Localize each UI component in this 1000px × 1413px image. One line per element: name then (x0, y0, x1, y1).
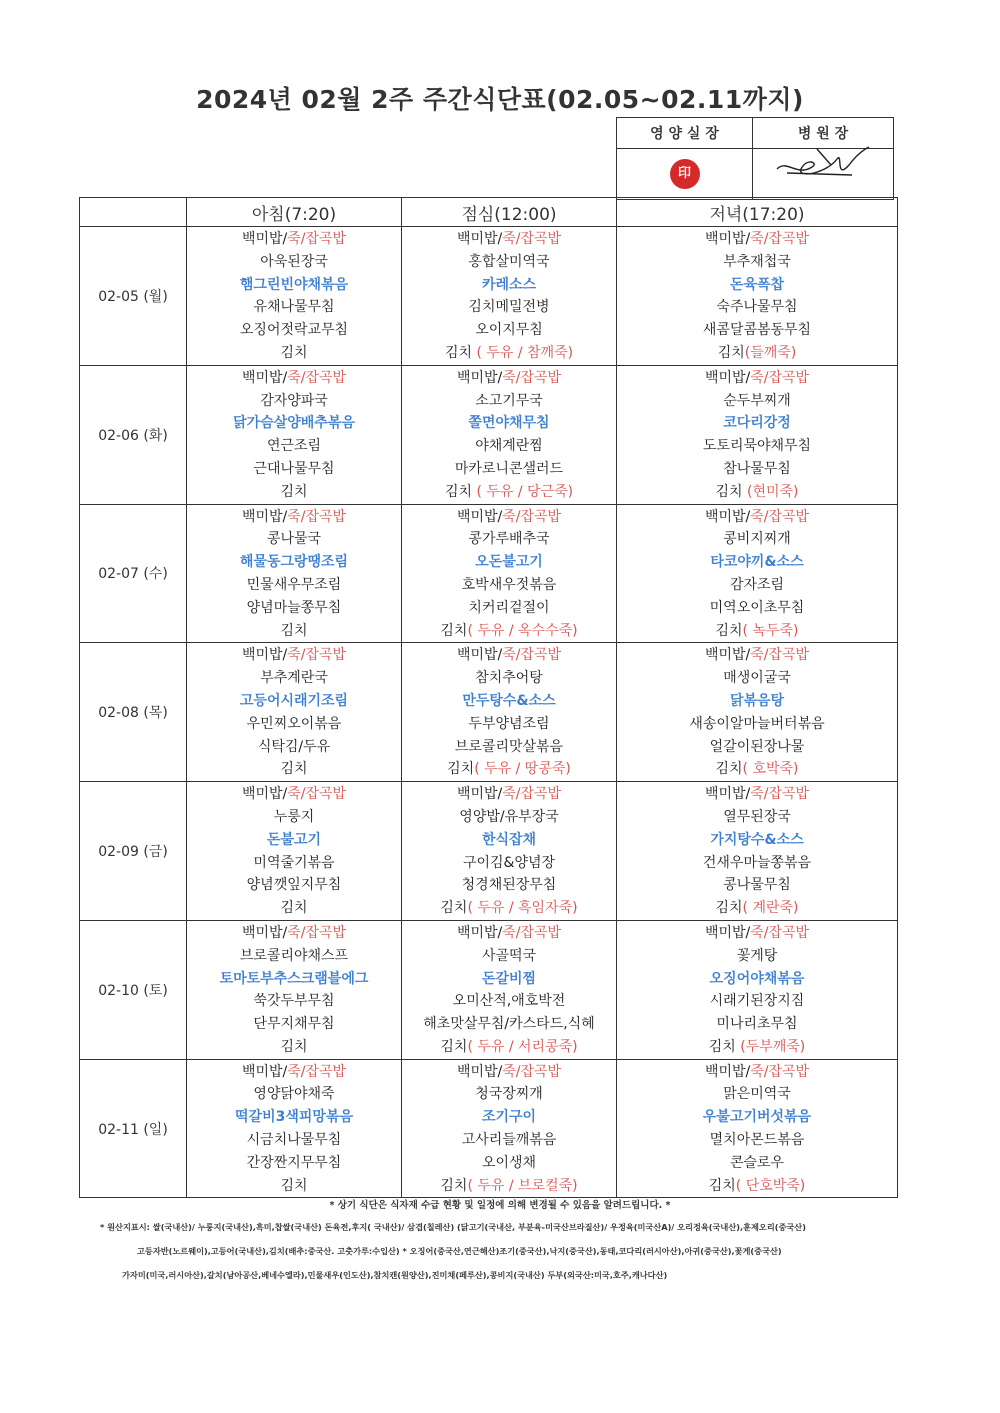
day-row (80, 782, 898, 921)
soup-item: 맑은미역국 (723, 1086, 791, 1103)
main-dish: 코다리강정 (723, 415, 791, 432)
dinner-cell (617, 504, 898, 643)
side-dish: 식탁김/두유 (257, 738, 331, 755)
side-dish: 민물새우무조림 (246, 576, 342, 593)
change-notice: * 상기 식단은 식자재 수급 현황 및 일정에 의해 변경될 수 있음을 알려드립니다. * (329, 1200, 671, 1211)
side-dish: 새콤달콤봄동무침 (702, 322, 812, 339)
main-dish: 떡갈비3색피망볶음 (235, 1109, 353, 1126)
main-dish: 오돈불고기 (475, 554, 543, 571)
porridge-option: 죽/ (287, 924, 306, 941)
kimchi: 김치 (280, 1038, 308, 1055)
white-rice: 백미밥/ (456, 508, 503, 525)
rice-line (187, 367, 401, 390)
approval-director-sign (753, 149, 894, 200)
side-dish: 오미산적,애호박전 (452, 993, 566, 1010)
soup-item: 사골떡국 (481, 947, 537, 964)
kimchi: 김치 (280, 900, 308, 917)
rice-line (617, 1061, 897, 1084)
page-title: 2024년 02월 2주 주간식단표(02.05~02.11까지) (196, 85, 804, 114)
kimchi-line (187, 481, 401, 504)
soup-item: 꽃게탕 (736, 947, 778, 964)
side-dish: 두부양념조림 (468, 715, 550, 732)
grain-rice-option: 잡곡밥 (520, 786, 562, 803)
rice-line (402, 644, 616, 667)
white-rice: 백미밥/ (704, 1063, 751, 1080)
side-dish: 우민찌오이볶음 (246, 715, 342, 732)
side-dish: 콩나물무침 (723, 877, 791, 894)
soup-item: 아욱된장국 (260, 253, 328, 270)
origin-line-3: 가자미(미국,러시아산),갈치(남아공산,베네수엘라),민물새우(인도산),참치캔(원양산),진미채(페루산),콩비지(국내산) 두부(외국산:미국,호주,캐나다산) (122, 1270, 668, 1280)
origin-line-2: 고등자반(노르웨이),고등어(국내산),김치(배추:중국산. 고춧가루:수입산) * 오징어(중국산,연근해산)조기(중국산),낙지(중국산),동태,코다리(러시아산),아귀(중국산),꽃게(중국산) (137, 1246, 782, 1256)
rice-line (617, 367, 897, 390)
kimchi-line (187, 1175, 401, 1198)
day-date: 02-09 (금) (80, 782, 187, 921)
day-row (80, 643, 898, 782)
side-dish: 오징어젓락교무침 (239, 322, 349, 339)
rice-line (187, 922, 401, 945)
porridge-option: 죽/ (502, 924, 521, 941)
grain-rice-option: 잡곡밥 (520, 924, 562, 941)
day-date: 02-07 (수) (80, 504, 187, 643)
side-dish: 간장짠지무무침 (246, 1154, 342, 1171)
porridge-option: 죽/ (750, 1063, 769, 1080)
day-row (80, 365, 898, 504)
main-dish: 토마토부추스크램블에그 (219, 970, 369, 987)
grain-rice-option: 잡곡밥 (768, 786, 810, 803)
kimchi-line (187, 897, 401, 920)
white-rice: 백미밥/ (456, 1063, 503, 1080)
kimchi: 김치 (440, 1038, 468, 1055)
kimchi-line (617, 1036, 897, 1059)
white-rice: 백미밥/ (456, 231, 503, 247)
rice-line (187, 644, 401, 667)
soup-item: 콩비지찌개 (723, 531, 791, 548)
day-date: 02-08 (목) (80, 643, 187, 782)
porridge-option: 죽/ (502, 786, 521, 803)
porridge-option: 죽/ (750, 647, 769, 664)
porridge-option: 죽/ (502, 1063, 521, 1080)
rice-line (617, 506, 897, 529)
rice-line (402, 506, 616, 529)
side-dish: 얼갈이된장나물 (709, 738, 805, 755)
main-dish: 조기구이 (481, 1109, 537, 1126)
soup-item: 누룽지 (273, 808, 315, 825)
side-dish: 미역줄기볶음 (253, 854, 335, 871)
rice-line (402, 228, 616, 251)
breakfast-cell (187, 504, 402, 643)
kimchi: 김치 (715, 900, 743, 917)
kimchi-line (402, 1175, 616, 1198)
rice-line (402, 1061, 616, 1084)
grain-rice-option: 잡곡밥 (305, 231, 347, 247)
white-rice: 백미밥/ (456, 647, 503, 664)
white-rice: 백미밥/ (456, 786, 503, 803)
menu-header-row (80, 198, 898, 227)
grain-rice-option: 잡곡밥 (305, 369, 347, 386)
rice-line (187, 1061, 401, 1084)
side-dish: 김치메밀전병 (468, 299, 550, 316)
soup-item: 홍합살미역국 (468, 253, 550, 270)
dinner-cell (617, 920, 898, 1059)
porridge-option: 죽/ (287, 1063, 306, 1080)
day-date: 02-11 (일) (80, 1059, 187, 1198)
side-dish: 유채나물무침 (253, 299, 335, 316)
lunch-cell (402, 365, 617, 504)
side-dish: 브로콜리맛살볶음 (454, 738, 564, 755)
side-dish: 참나물무침 (723, 460, 791, 477)
side-dish: 시금치나물무침 (246, 1132, 342, 1149)
side-dish: 호박새우젓볶음 (461, 576, 557, 593)
main-dish: 오징어야채볶음 (709, 970, 805, 987)
kimchi: 김치 (280, 761, 308, 778)
kimchi-line (617, 897, 897, 920)
side-dish: 치커리겉절이 (468, 599, 550, 616)
grain-rice-option: 잡곡밥 (520, 1063, 562, 1080)
breakfast-cell (187, 1059, 402, 1198)
extra-porridge: (현미죽) (742, 483, 799, 500)
grain-rice-option: 잡곡밥 (305, 508, 347, 525)
lunch-cell (402, 1059, 617, 1198)
main-dish: 가지탕수&소스 (710, 831, 804, 848)
white-rice: 백미밥/ (704, 647, 751, 664)
main-dish: 돈불고기 (266, 831, 322, 848)
kimchi: 김치 (440, 622, 468, 639)
dinner-cell (617, 1059, 898, 1198)
rice-line (617, 228, 897, 251)
kimchi: 김치 (708, 1177, 736, 1194)
kimchi-line (617, 620, 897, 643)
kimchi-line (402, 620, 616, 643)
lunch-cell (402, 782, 617, 921)
white-rice: 백미밥/ (241, 924, 288, 941)
main-dish: 돈육폭찹 (729, 276, 785, 293)
lunch-cell (402, 504, 617, 643)
grain-rice-option: 잡곡밥 (768, 231, 810, 247)
white-rice: 백미밥/ (704, 924, 751, 941)
kimchi: 김치 (440, 1177, 468, 1194)
side-dish: 야채계란찜 (475, 438, 543, 455)
porridge-option: 죽/ (287, 369, 306, 386)
kimchi: 김치 (717, 344, 745, 361)
day-date: 02-10 (토) (80, 920, 187, 1059)
lunch-cell (402, 643, 617, 782)
white-rice: 백미밥/ (241, 231, 288, 247)
white-rice: 백미밥/ (456, 924, 503, 941)
porridge-option: 죽/ (287, 231, 306, 247)
main-dish: 해물동그랑땡조림 (239, 554, 349, 571)
grain-rice-option: 잡곡밥 (520, 231, 562, 247)
dinner-cell (617, 782, 898, 921)
kimchi: 김치 (280, 483, 308, 500)
kimchi: 김치 (280, 1177, 308, 1194)
grain-rice-option: 잡곡밥 (768, 1063, 810, 1080)
grain-rice-option: 잡곡밥 (520, 647, 562, 664)
approval-box (616, 117, 894, 200)
side-dish: 콘슬로우 (729, 1154, 785, 1171)
soup-item: 영양닭야채죽 (253, 1086, 335, 1103)
approval-nutrition-head: 영 양 실 장 (617, 118, 753, 149)
soup-item: 참치추어탕 (475, 670, 543, 687)
side-dish: 미역오이초무침 (709, 599, 805, 616)
main-dish: 한식잡채 (481, 831, 537, 848)
extra-porridge: ( 두유 / 참깨죽) (472, 344, 574, 361)
rice-line (402, 367, 616, 390)
main-dish: 닭볶음탕 (729, 692, 785, 709)
extra-porridge: ( 계란죽) (742, 900, 799, 917)
kimchi-line (617, 758, 897, 781)
porridge-option: 죽/ (502, 508, 521, 525)
grain-rice-option: 잡곡밥 (768, 647, 810, 664)
soup-item: 소고기무국 (475, 392, 543, 409)
rice-line (617, 783, 897, 806)
side-dish: 도토리묵야채무침 (702, 438, 812, 455)
porridge-option: 죽/ (750, 369, 769, 386)
extra-porridge: ( 두유 / 땅콩죽) (474, 761, 571, 778)
main-dish: 닭가슴살양배추볶음 (233, 415, 355, 432)
extra-porridge: ( 두유 / 옥수수죽) (467, 622, 578, 639)
porridge-option: 죽/ (502, 647, 521, 664)
side-dish: 건새우마늘쫑볶음 (702, 854, 812, 871)
grain-rice-option: 잡곡밥 (768, 508, 810, 525)
extra-porridge: ( 호박죽) (742, 761, 799, 778)
breakfast-cell (187, 365, 402, 504)
day-row (80, 227, 898, 366)
dinner-cell (617, 227, 898, 366)
kimchi-line (187, 1036, 401, 1059)
main-dish: 고등어시래기조림 (239, 692, 349, 709)
kimchi: 김치 (280, 344, 308, 361)
porridge-option: 죽/ (502, 231, 521, 247)
origin-line-1: * 원산지표시: 쌀(국내산)/ 누룽지(국내산),흑미,찹쌀(국내산) 돈육전,후지( 국내산)/ 삼겹(칠레산) (닭고기(국내산, 부분육-미국산브라질산)/ 우정육(미국산A)/ 오리정육(국내산),훈제오리(중국산) (100, 1222, 806, 1232)
porridge-option: 죽/ (750, 786, 769, 803)
porridge-option: 죽/ (750, 924, 769, 941)
kimchi-line (617, 481, 897, 504)
side-dish: 쑥갓두부무침 (253, 993, 335, 1010)
kimchi: 김치 (708, 1038, 736, 1055)
side-dish: 해초맛살무침/카스타드,식혜 (423, 1016, 595, 1033)
porridge-option: 죽/ (502, 369, 521, 386)
soup-item: 콩가루배추국 (468, 531, 550, 548)
day-date: 02-05 (월) (80, 227, 187, 366)
kimchi: 김치 (447, 761, 475, 778)
soup-item: 열무된장국 (723, 808, 791, 825)
side-dish: 숙주나물무침 (716, 299, 798, 316)
kimchi: 김치 (715, 483, 743, 500)
grain-rice-option: 잡곡밥 (768, 924, 810, 941)
day-row (80, 504, 898, 643)
lunch-header: 점심(12:00) (402, 198, 617, 227)
kimchi-line (402, 1036, 616, 1059)
date-header (80, 198, 187, 227)
soup-item: 브로콜리야채스프 (239, 947, 349, 964)
kimchi-line (187, 342, 401, 365)
extra-porridge: ( 단호박죽) (735, 1177, 806, 1194)
lunch-cell (402, 227, 617, 366)
soup-item: 콩나물국 (266, 531, 322, 548)
side-dish: 오이지무침 (475, 322, 543, 339)
extra-porridge: (들깨죽) (744, 344, 797, 361)
kimchi: 김치 (440, 900, 468, 917)
kimchi: 김치 (444, 344, 472, 361)
side-dish: 고사리들깨볶음 (461, 1132, 557, 1149)
side-dish: 미나리초무침 (716, 1016, 798, 1033)
kimchi: 김치 (280, 622, 308, 639)
main-dish: 만두탕수&소스 (462, 692, 556, 709)
porridge-option: 죽/ (287, 508, 306, 525)
white-rice: 백미밥/ (704, 231, 751, 247)
side-dish: 감자조림 (729, 576, 785, 593)
grain-rice-option: 잡곡밥 (305, 1063, 347, 1080)
approval-nutrition-sign (617, 149, 753, 200)
side-dish: 양념깻잎지무침 (246, 877, 342, 894)
rice-line (187, 506, 401, 529)
side-dish: 오이생채 (481, 1154, 537, 1171)
dinner-cell (617, 643, 898, 782)
kimchi-line (187, 620, 401, 643)
white-rice: 백미밥/ (241, 508, 288, 525)
dinner-header: 저녁(17:20) (617, 198, 898, 227)
white-rice: 백미밥/ (241, 369, 288, 386)
porridge-option: 죽/ (287, 647, 306, 664)
rice-line (617, 644, 897, 667)
breakfast-header: 아침(7:20) (187, 198, 402, 227)
main-dish: 햄그린빈야채볶음 (239, 276, 349, 293)
day-row (80, 920, 898, 1059)
side-dish: 마카로니콘샐러드 (454, 460, 564, 477)
extra-porridge: ( 두유 / 흑임자죽) (467, 900, 578, 917)
main-dish: 우불고기버섯볶음 (702, 1109, 812, 1126)
kimchi-line (617, 342, 897, 365)
main-dish: 쫄면야채무침 (468, 415, 550, 432)
kimchi: 김치 (715, 622, 743, 639)
side-dish: 새송이알마늘버터볶음 (689, 715, 825, 732)
kimchi: 김치 (715, 761, 743, 778)
soup-item: 청국장찌개 (475, 1086, 543, 1103)
kimchi-line (402, 897, 616, 920)
rice-line (402, 783, 616, 806)
side-dish: 시래기된장지짐 (709, 993, 805, 1010)
dinner-cell (617, 365, 898, 504)
white-rice: 백미밥/ (241, 1063, 288, 1080)
grain-rice-option: 잡곡밥 (520, 369, 562, 386)
seal-stamp-icon: 印 (670, 159, 700, 189)
soup-item: 감자양파국 (260, 392, 328, 409)
main-dish: 돈갈비찜 (481, 970, 537, 987)
approval-director-head: 병 원 장 (753, 118, 894, 149)
porridge-option: 죽/ (750, 508, 769, 525)
side-dish: 양념마늘쫑무침 (246, 599, 342, 616)
side-dish: 청경채된장무침 (461, 877, 557, 894)
signature-icon (757, 129, 887, 185)
white-rice: 백미밥/ (704, 786, 751, 803)
soup-item: 순두부찌개 (723, 392, 791, 409)
kimchi-line (187, 758, 401, 781)
white-rice: 백미밥/ (704, 369, 751, 386)
breakfast-cell (187, 920, 402, 1059)
white-rice: 백미밥/ (241, 786, 288, 803)
lunch-cell (402, 920, 617, 1059)
extra-porridge: ( 녹두죽) (742, 622, 799, 639)
soup-item: 부추계란국 (260, 670, 328, 687)
white-rice: 백미밥/ (456, 369, 503, 386)
main-dish: 타코야끼&소스 (710, 554, 804, 571)
rice-line (187, 228, 401, 251)
porridge-option: 죽/ (287, 786, 306, 803)
extra-porridge: ( 두유 / 당근죽) (472, 483, 574, 500)
extra-porridge: ( 두유 / 서리콩죽) (467, 1038, 578, 1055)
day-date: 02-06 (화) (80, 365, 187, 504)
grain-rice-option: 잡곡밥 (768, 369, 810, 386)
kimchi-line (617, 1175, 897, 1198)
side-dish: 단무지채무침 (253, 1016, 335, 1033)
grain-rice-option: 잡곡밥 (520, 508, 562, 525)
white-rice: 백미밥/ (241, 647, 288, 664)
day-row (80, 1059, 898, 1198)
weekly-menu-table (79, 197, 898, 1198)
soup-item: 영양밥/유부장국 (459, 808, 559, 825)
kimchi-line (402, 342, 616, 365)
breakfast-cell (187, 782, 402, 921)
extra-porridge: ( 두유 / 브로컬죽) (467, 1177, 578, 1194)
extra-porridge: (두부깨죽) (735, 1038, 806, 1055)
side-dish: 멸치아몬드볶음 (709, 1132, 805, 1149)
side-dish: 근대나물무침 (253, 460, 335, 477)
kimchi-line (402, 481, 616, 504)
kimchi: 김치 (444, 483, 472, 500)
white-rice: 백미밥/ (704, 508, 751, 525)
rice-line (187, 783, 401, 806)
rice-line (402, 922, 616, 945)
soup-item: 매생이굴국 (723, 670, 791, 687)
side-dish: 구이김&양념장 (462, 854, 556, 871)
soup-item: 부추재첩국 (723, 253, 791, 270)
grain-rice-option: 잡곡밥 (305, 786, 347, 803)
kimchi-line (402, 758, 616, 781)
main-dish: 카레소스 (481, 276, 537, 293)
grain-rice-option: 잡곡밥 (305, 647, 347, 664)
rice-line (617, 922, 897, 945)
side-dish: 연근조림 (266, 438, 322, 455)
breakfast-cell (187, 643, 402, 782)
porridge-option: 죽/ (750, 231, 769, 247)
grain-rice-option: 잡곡밥 (305, 924, 347, 941)
breakfast-cell (187, 227, 402, 366)
